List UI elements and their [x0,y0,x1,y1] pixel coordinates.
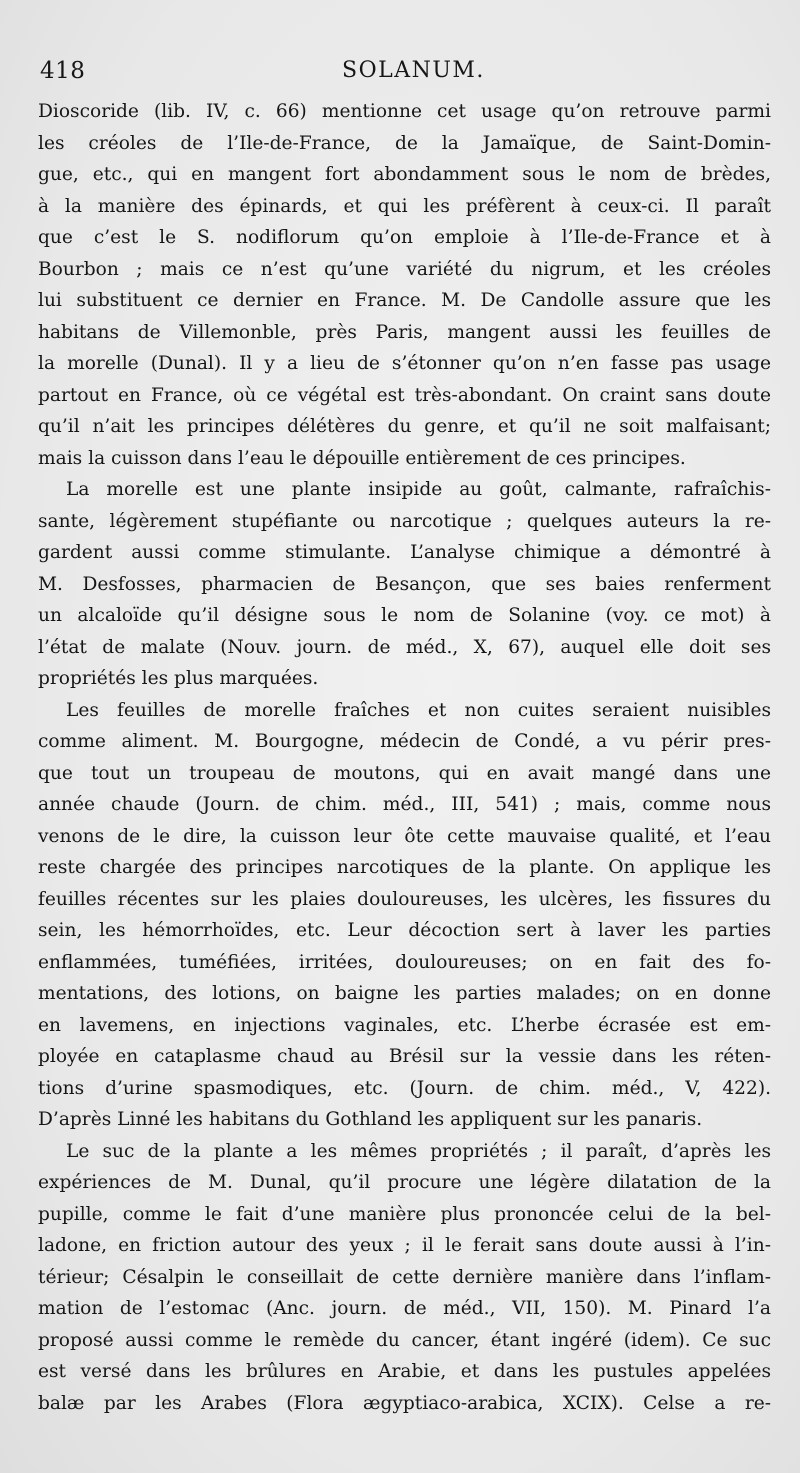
text-line: qu’il n’ait les principes délétères du genre, et qu’il ne soit malfaisant; [38,416,771,437]
page-header [38,58,774,92]
text-line: reste chargée des principes narcotiques de la plante. On applique les [38,857,771,878]
text-line: balæ par les Arabes (Flora ægyptiaco-arabica, XCIX). Celse a re- [38,1392,771,1414]
text-line: l’état de malate (Nouv. journ. de méd., X, 67), auquel elle doit ses [38,636,771,658]
text-line: année chaude (Journ. de chim. méd., III, 541) ; mais, comme nous [38,794,771,815]
text-line: feuilles récentes sur les plaies douloureuses, les ulcères, les fissures du [38,888,771,910]
text-line: habitans de Villemonble, près Paris, mangent aussi les feuilles de [38,321,771,343]
running-title: SOLANUM. [342,58,485,83]
text-line: tions d’urine spasmodiques, etc. (Journ. de chim. méd., V, 422). [38,1077,771,1099]
text-line: Les feuilles de morelle fraîches et non cuites seraient nuisibles [66,699,771,721]
text-line: Bourbon ; mais ce n’est qu’une variété du nigrum, et les créoles [38,258,771,280]
text-line: mentations, des lotions, on baigne les parties malades; on en donne [38,983,771,1004]
text-line: que tout un troupeau de moutons, qui en avait mangé dans une [38,762,771,784]
text-line: venons de le dire, la cuisson leur ôte cette mauvaise qualité, et l’eau [38,825,771,847]
text-line: en lavemens, en injections vaginales, etc. L’herbe écrasée est em- [38,1014,771,1036]
text-line: les créoles de l’Ile-de-France, de la Jamaïque, de Saint-Domin- [38,132,771,154]
text-line: propriétés les plus marquées. [38,668,319,689]
text-line: à la manière des épinards, et qui les préfèrent à ceux-ci. Il paraît [38,195,771,217]
page-number: 418 [40,58,86,84]
text-line: est versé dans les brûlures en Arabie, et dans les pustules appelées [38,1361,771,1382]
text-line: gardent aussi comme stimulante. L’analyse chimique a démontré à [38,542,771,563]
text-line: térieur; Césalpin le conseillait de cette dernière manière dans l’inflam- [38,1266,771,1288]
text-line: Le suc de la plante a les mêmes propriétés ; il paraît, d’après les [66,1140,771,1162]
text-line: pupille, comme le fait d’une manière plus prononcée celui de la bel- [38,1203,771,1225]
text-line: un alcaloïde qu’il désigne sous le nom de Solanine (voy. ce mot) à [38,605,771,626]
text-line: partout en France, où ce végétal est très-abondant. On craint sans doute [38,384,771,406]
text-line: M. Desfosses, pharmacien de Besançon, que ses baies renferment [38,573,771,595]
text-line: expériences de M. Dunal, qu’il procure une légère dilatation de la [38,1172,771,1193]
text-line: proposé aussi comme le remède du cancer, étant ingéré (idem). Ce suc [38,1329,771,1351]
text-line: la morelle (Dunal). Il y a lieu de s’étonner qu’on n’en fasse pas usage [38,353,771,374]
text-line: ployée en cataplasme chaud au Brésil sur la vessie dans les réten- [38,1046,771,1067]
text-line: mais la cuisson dans l’eau le dépouille entièrement de ces principes. [38,447,686,469]
text-line: mation de l’estomac (Anc. journ. de méd., VII, 150). M. Pinard l’a [38,1298,771,1319]
text-line: lui substituent ce dernier en France. M. De Candolle assure que les [38,290,771,311]
text-line: gue, etc., qui en mangent fort abondamment sous le nom de brèdes, [38,164,771,185]
paragraph [38,474,771,695]
body-text [38,96,771,1419]
paragraph [38,96,771,474]
paragraph [38,1136,771,1420]
text-line: ladone, en friction autour des yeux ; il le ferait sans doute aussi à l’in- [38,1235,771,1256]
text-line: enflammées, tuméfiées, irritées, douloureuses; on en fait des fo- [38,951,771,973]
text-line: La morelle est une plante insipide au goût, calmante, rafraîchis- [66,479,771,500]
paragraph [38,695,771,1136]
text-line: Dioscoride (lib. IV, c. 66) mentionne cet usage qu’on retrouve parmi [38,101,771,122]
text-line: sante, légèrement stupéfiante ou narcotique ; quelques auteurs la re- [38,510,771,532]
text-line: que c’est le S. nodiflorum qu’on emploie à l’Ile-de-France et à [38,227,771,248]
text-line: sein, les hémorrhoïdes, etc. Leur décoction sert à laver les parties [38,920,771,941]
text-line: D’après Linné les habitans du Gothland les appliquent sur les panaris. [38,1109,703,1130]
text-line: comme aliment. M. Bourgogne, médecin de Condé, a vu périr pres- [38,731,771,752]
